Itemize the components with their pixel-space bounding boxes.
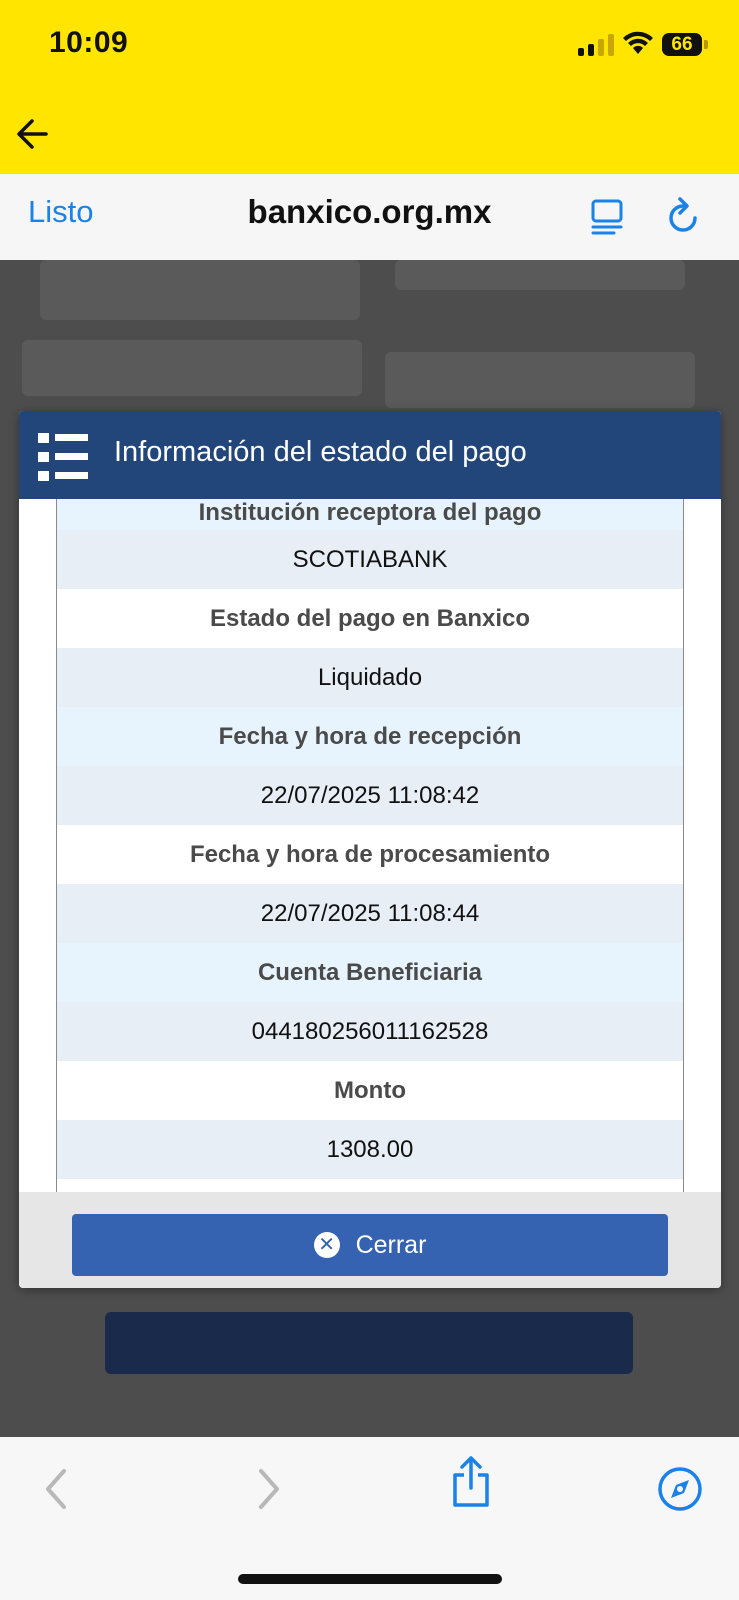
compass-icon[interactable] — [656, 1465, 704, 1513]
signal-icon — [578, 34, 614, 56]
value-receiving-institution: SCOTIABANK — [57, 530, 683, 589]
ghost-block — [22, 340, 362, 396]
share-icon[interactable] — [450, 1455, 492, 1509]
modal-title: Información del estado del pago — [114, 436, 527, 468]
value-payment-status: Liquidado — [57, 648, 683, 707]
done-button[interactable]: Listo — [28, 194, 94, 229]
payment-status-modal — [19, 411, 721, 1288]
ghost-block — [395, 260, 685, 290]
list-icon — [38, 433, 88, 481]
close-button-label: Cerrar — [355, 1230, 427, 1259]
value-amount: 1308.00 — [57, 1120, 683, 1179]
browser-url-bar — [0, 174, 739, 260]
label-payment-status: Estado del pago en Banxico — [57, 589, 683, 648]
reload-icon[interactable] — [666, 196, 702, 236]
modal-header — [19, 411, 721, 499]
battery-tip — [704, 40, 708, 49]
page-domain: banxico.org.mx — [247, 193, 492, 230]
battery-icon: 66 — [662, 33, 702, 56]
ghost-block — [40, 260, 360, 320]
ghost-block — [385, 352, 695, 408]
ghost-button — [105, 1312, 633, 1374]
close-button[interactable] — [72, 1214, 668, 1276]
label-beneficiary-account: Cuenta Beneficiaria — [57, 943, 683, 1002]
reader-icon[interactable] — [590, 198, 624, 236]
back-arrow-icon[interactable] — [12, 112, 56, 156]
label-amount: Monto — [57, 1061, 683, 1120]
close-circle-icon: ✕ — [314, 1232, 340, 1258]
label-processing-datetime: Fecha y hora de procesamiento — [57, 825, 683, 884]
label-reception-datetime: Fecha y hora de recepción — [57, 707, 683, 766]
value-reception-datetime: 22/07/2025 11:08:42 — [57, 766, 683, 825]
wifi-icon — [622, 30, 654, 56]
status-time: 10:09 — [49, 26, 129, 59]
chevron-left-icon[interactable] — [40, 1467, 74, 1511]
modal-body[interactable] — [56, 499, 684, 1192]
modal-footer — [19, 1192, 721, 1288]
chevron-right-icon[interactable] — [251, 1467, 285, 1511]
label-receiving-institution: Institución receptora del pago — [57, 499, 683, 530]
home-indicator — [238, 1574, 502, 1584]
app-header — [0, 0, 739, 174]
value-beneficiary-account: 044180256011162528 — [57, 1002, 683, 1061]
value-processing-datetime: 22/07/2025 11:08:44 — [57, 884, 683, 943]
